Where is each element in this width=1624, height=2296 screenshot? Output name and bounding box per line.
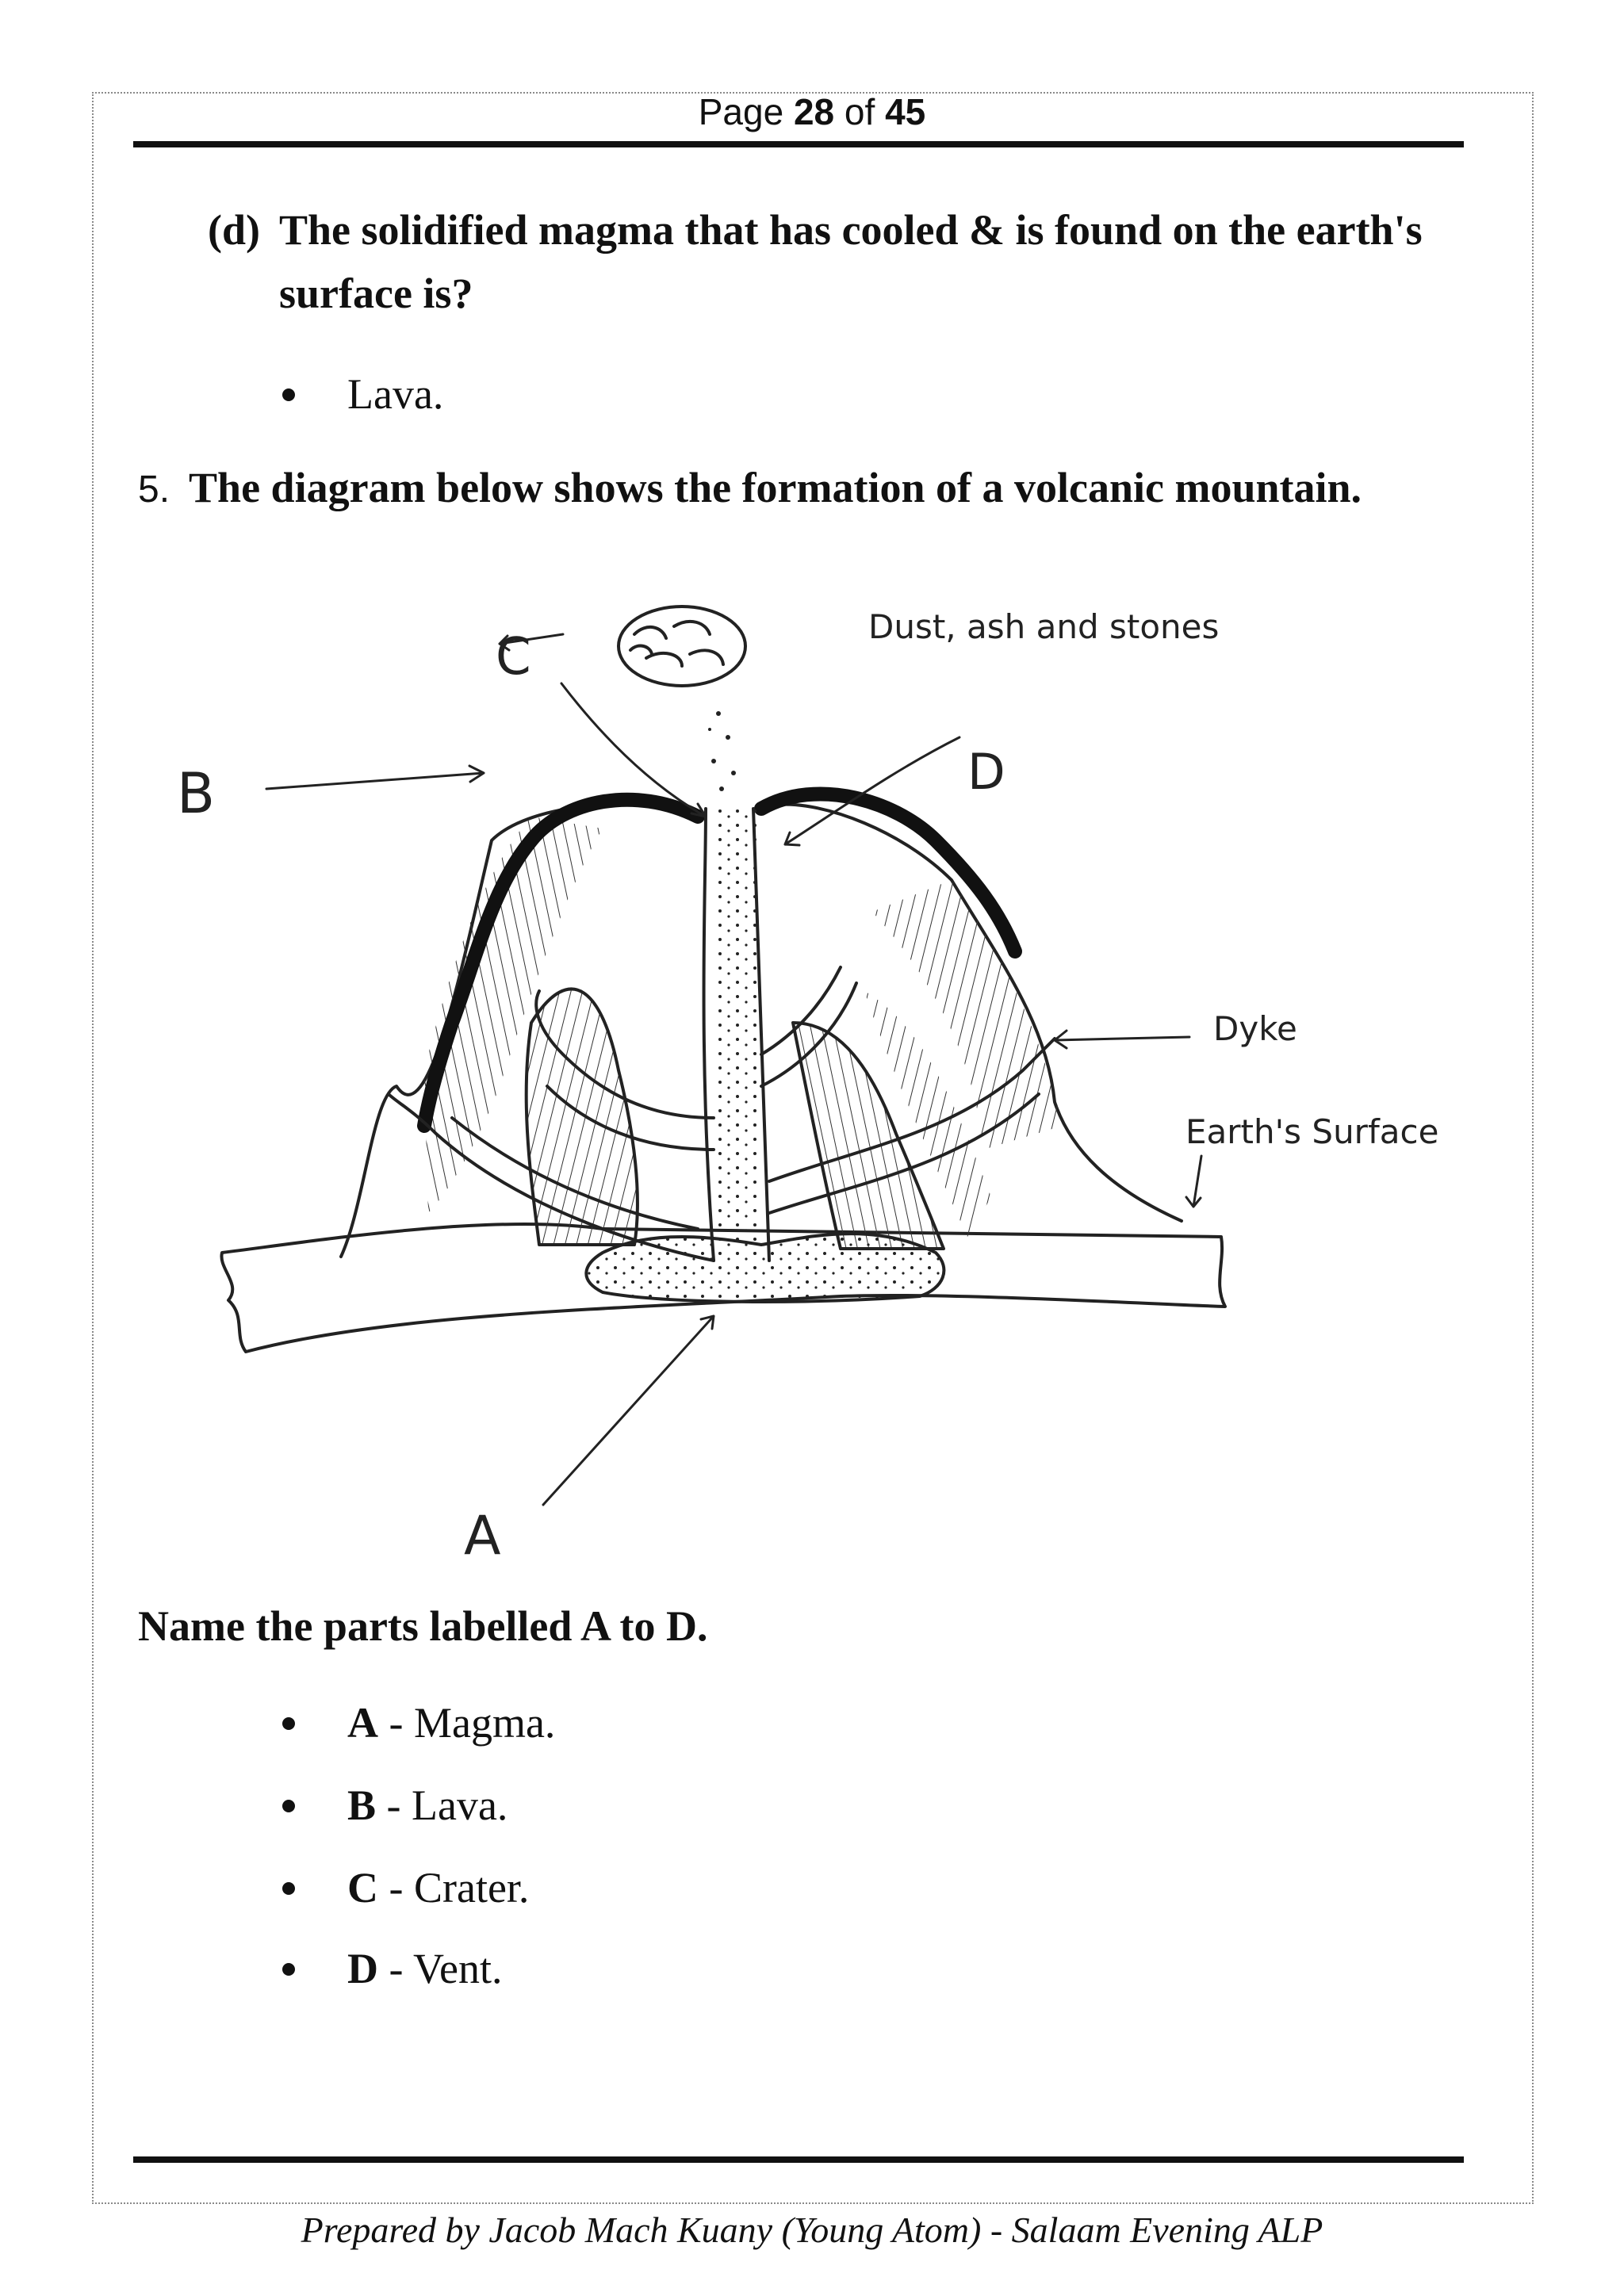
label-d: D [967,743,1005,801]
answer-text: - Magma. [378,1699,556,1747]
question-5-number: 5. [138,469,170,511]
label-a: A [464,1505,501,1567]
answer-d-item [282,369,443,419]
volcano-diagram [159,579,1491,1570]
instruction-text: Name the parts labelled A to D. [138,1602,708,1650]
bullet-icon [282,388,295,401]
page-total: 45 [885,91,926,132]
answer-item-b [282,1781,508,1830]
answer-item-d [282,1944,503,1993]
label-b: B [177,761,216,826]
label-dust: Dust, ash and stones [868,607,1220,646]
header-rule [133,141,1464,147]
answer-letter: B [347,1781,377,1829]
answer-text: - Lava. [376,1781,508,1829]
answer-letter: C [347,1864,378,1911]
answer-d-text: Lava. [347,370,444,418]
eruption-particles [708,711,736,791]
page-number [0,90,1624,133]
answer-item-a [282,1698,555,1747]
question-d-text: The solidified magma that has cooled & is found on the earth's surface is? [279,206,1423,317]
bullet-icon [282,1963,295,1976]
answer-item-c [282,1863,529,1912]
answer-letter: D [347,1945,378,1992]
answer-text: - Vent. [378,1945,503,1992]
answer-letter: A [347,1699,378,1747]
label-surface: Earth's Surface [1185,1112,1439,1151]
page-of: of [844,91,875,132]
question-d [208,198,1445,325]
answer-text: - Crater. [378,1864,530,1911]
bullet-icon [282,1717,295,1730]
page-word: Page [698,91,784,132]
footer-rule [133,2156,1464,2163]
footer-credit: Prepared by Jacob Mach Kuany (Young Atom) - Salaam Evening ALP [301,2210,1323,2250]
page-current: 28 [793,91,835,132]
question-5-text: The diagram below shows the formation of a volcanic mountain. [189,464,1362,511]
bullet-icon [282,1882,295,1895]
label-dyke: Dyke [1213,1009,1297,1048]
magma-chamber [586,1234,944,1302]
question-d-letter: (d) [208,206,260,254]
dust-cloud [619,607,745,686]
label-c: C [496,628,531,687]
question-5 [138,463,1362,512]
bullet-icon [282,1800,295,1812]
